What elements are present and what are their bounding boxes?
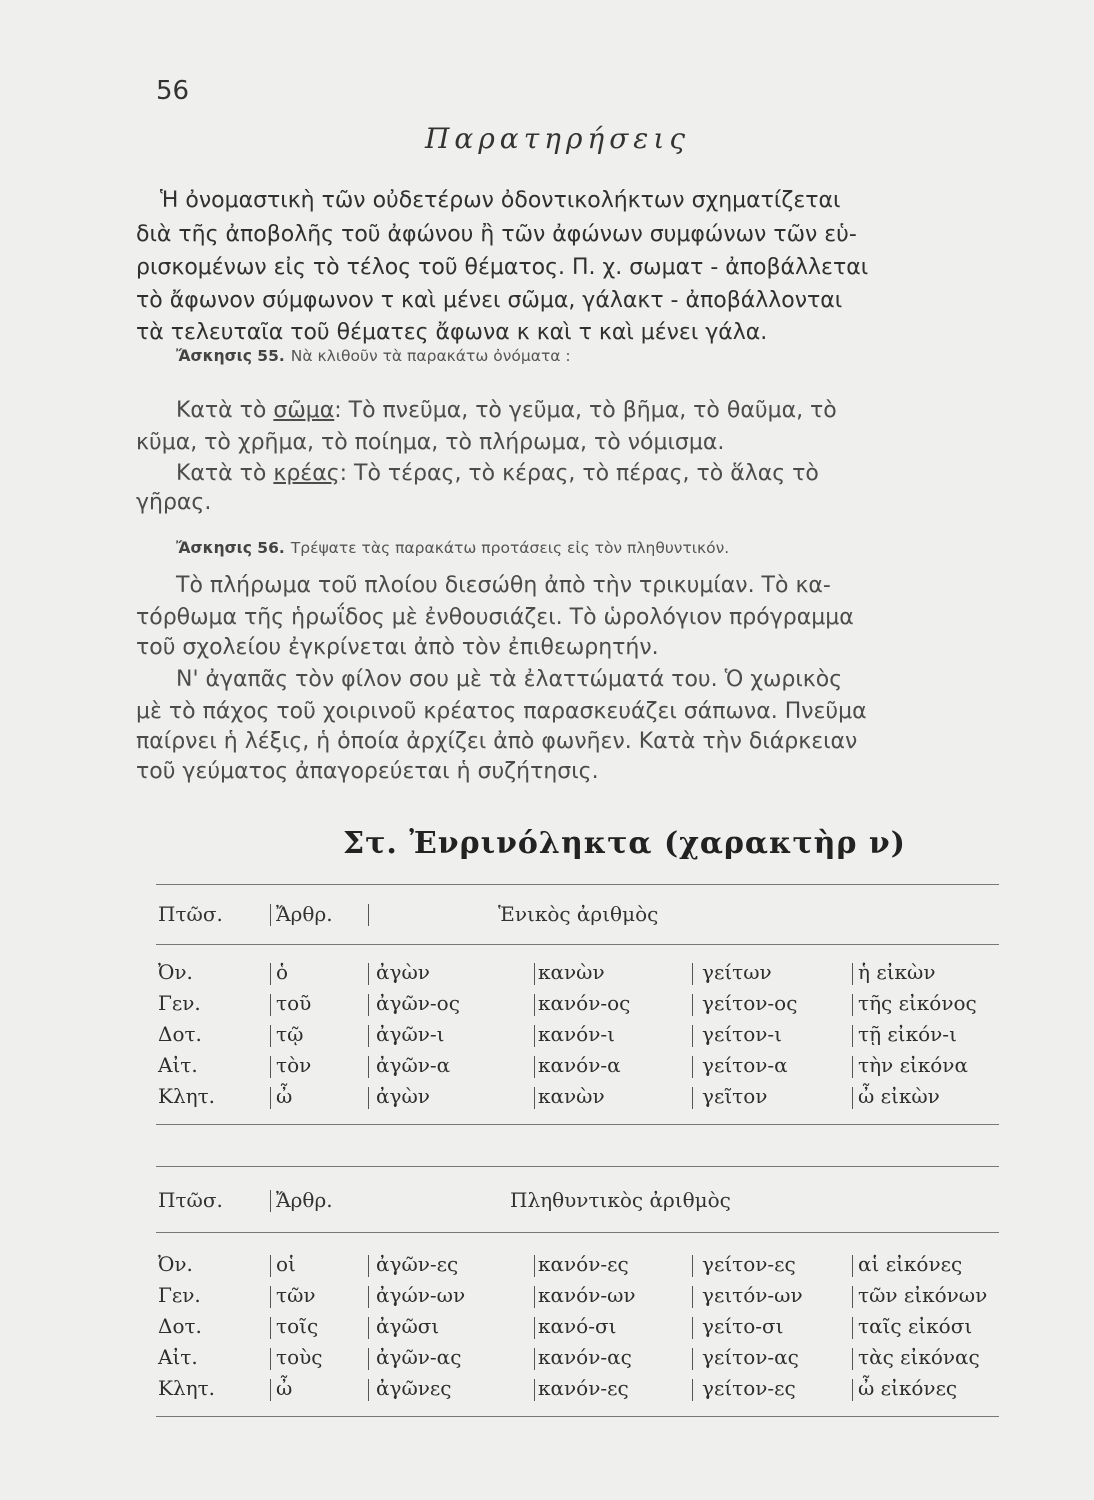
singular-table-cell: ἀγῶν-ος — [376, 991, 460, 1015]
table-rule — [156, 1416, 999, 1417]
exercise-55-line: Κατὰ τὸ κρέας: Τὸ τέρας, τὸ κέρας, τὸ πέρας, τὸ ἅλας τὸ — [176, 461, 819, 486]
singular-table-cell: ἀγῶν-ι — [376, 1022, 445, 1046]
singular-table-cell: κανὼν — [538, 1084, 605, 1108]
column-separator — [852, 1317, 853, 1339]
column-header-number: Πληθυντικὸς ἀριθμὸς — [510, 1188, 731, 1212]
exercise-56-line: παίρνει ἡ λέξις, ἡ ὁποία ἀρχίζει ἀπὸ φωνῆεν. Κατὰ τὴν διάρκειαν — [136, 729, 858, 754]
column-header-article: Ἄρθρ. — [276, 1188, 333, 1212]
plural-table-cell: ἀγῶν-ας — [376, 1345, 462, 1369]
singular-table-cell: κανὼν — [538, 960, 605, 984]
paragraph-line: τὰ τελευταῖα τοῦ θέματες ἄφωνα κ καὶ τ καὶ μένει γάλα. — [136, 320, 768, 345]
exercise-55-instruction: Νὰ κλιθοῦν τὰ παρακάτω ὀνόματα : — [290, 347, 571, 365]
column-separator — [270, 1348, 271, 1370]
column-separator — [852, 1348, 853, 1370]
column-separator — [270, 904, 271, 926]
column-separator — [534, 1025, 535, 1047]
plural-table-cell: κανόν-ων — [538, 1283, 636, 1307]
column-separator — [368, 1056, 369, 1078]
plural-table-cell: ἀγῶνες — [376, 1376, 452, 1400]
singular-table-cell: γείτον-ος — [702, 991, 798, 1015]
column-separator — [368, 994, 369, 1016]
paragraph-line: τὸ ἄφωνον σύμφωνον τ καὶ μένει σῶμα, γάλακτ - ἀποβάλλονται — [136, 288, 843, 313]
column-separator — [852, 1087, 853, 1109]
plural-table-cell: Αἰτ. — [158, 1345, 198, 1369]
plural-table-cell: κανόν-ες — [538, 1376, 629, 1400]
plural-table-cell: ἀγῶσι — [376, 1314, 440, 1338]
plural-table-cell: τοὺς — [276, 1345, 323, 1369]
model-word: σῶμα — [273, 398, 335, 423]
paragraph-line: Ἡ ὀνομαστικὴ τῶν οὐδετέρων ὀδοντικολήκτων σχηματίζεται — [160, 188, 841, 213]
exercise-55-line: Κατὰ τὸ σῶμα: Τὸ πνεῦμα, τὸ γεῦμα, τὸ βῆμα, τὸ θαῦμα, τὸ — [176, 398, 837, 423]
exercise-56-label: Ἄσκησις 56. — [176, 539, 285, 557]
plural-table-cell: ἀγῶν-ες — [376, 1252, 459, 1276]
singular-table-cell: τὴν εἰκόνα — [858, 1053, 968, 1077]
singular-table-cell: κανόν-ι — [538, 1022, 615, 1046]
singular-table-cell: Γεν. — [158, 991, 201, 1015]
plural-table-cell: γείτον-ες — [702, 1376, 796, 1400]
declension-heading: Στ. Ἐνρινόληκτα (χαρακτὴρ ν) — [343, 826, 906, 861]
singular-table-cell: τῷ — [276, 1022, 304, 1046]
plural-table-cell: οἱ — [276, 1252, 296, 1276]
table-rule — [156, 884, 999, 885]
column-separator — [852, 1025, 853, 1047]
plural-table-cell: γείτον-ας — [702, 1345, 799, 1369]
table-rule — [156, 1232, 999, 1233]
column-header-number: Ἑνικὸς ἀριθμὸς — [498, 902, 659, 926]
plural-table-cell: Γεν. — [158, 1283, 201, 1307]
plural-table-cell: κανόν-ας — [538, 1345, 632, 1369]
singular-table-cell: τῆς εἰκόνος — [858, 991, 977, 1015]
column-separator — [368, 1317, 369, 1339]
column-header-case: Πτῶσ. — [158, 902, 223, 926]
column-separator — [852, 963, 853, 985]
plural-table-cell: ταῖς εἰκόσι — [858, 1314, 973, 1338]
singular-table-cell: κανόν-ος — [538, 991, 631, 1015]
singular-table-cell: ὦ — [276, 1084, 293, 1108]
column-separator — [692, 1056, 693, 1078]
column-header-case: Πτῶσ. — [158, 1188, 223, 1212]
singular-table-cell: Δοτ. — [158, 1022, 202, 1046]
plural-table-cell: κανόν-ες — [538, 1252, 629, 1276]
column-separator — [692, 1087, 693, 1109]
column-separator — [534, 1056, 535, 1078]
singular-table-cell: Κλητ. — [158, 1084, 216, 1108]
section-title: Παρατηρήσεις — [425, 122, 690, 155]
singular-table-cell: ὁ — [276, 960, 289, 984]
column-separator — [270, 1025, 271, 1047]
exercise-55-line: κῦμα, τὸ χρῆμα, τὸ ποίημα, τὸ πλήρωμα, τὸ νόμισμα. — [136, 430, 725, 455]
column-separator — [368, 1348, 369, 1370]
exercise-56-line: Ν' ἀγαπᾶς τὸν φίλον σου μὲ τὰ ἐλαττώματά του. Ὁ χωρικὸς — [176, 667, 843, 692]
column-separator — [692, 1255, 693, 1277]
plural-table-cell: ὦ εἰκόνες — [858, 1376, 958, 1400]
table-rule — [156, 1124, 999, 1125]
column-separator — [692, 1025, 693, 1047]
plural-table-cell: τοῖς — [276, 1314, 319, 1338]
singular-table-cell: γείτον-α — [702, 1053, 788, 1077]
singular-table-cell: γείτων — [702, 960, 772, 984]
exercise-56-line: τόρθωμα τῆς ἡρωΐδος μὲ ἐνθουσιάζει. Τὸ ὡρολόγιον πρόγραμμα — [136, 605, 854, 630]
singular-table-cell: Αἰτ. — [158, 1053, 198, 1077]
plural-table-cell: ὦ — [276, 1376, 293, 1400]
exercise-55-line: γῆρας. — [136, 490, 212, 515]
column-separator — [270, 994, 271, 1016]
column-separator — [368, 1379, 369, 1401]
column-separator — [270, 1056, 271, 1078]
plural-table-cell: γείτον-ες — [702, 1252, 796, 1276]
singular-table-cell: ἀγὼν — [376, 960, 430, 984]
singular-table-cell: κανόν-α — [538, 1053, 621, 1077]
column-separator — [368, 904, 369, 926]
singular-table-cell: τῇ εἰκόν-ι — [858, 1022, 957, 1046]
column-separator — [368, 1255, 369, 1277]
column-separator — [534, 994, 535, 1016]
column-separator — [270, 1190, 271, 1212]
column-separator — [534, 1087, 535, 1109]
singular-table-cell: ὦ εἰκὼν — [858, 1084, 940, 1108]
column-separator — [368, 963, 369, 985]
column-separator — [852, 1286, 853, 1308]
column-separator — [534, 1255, 535, 1277]
table-rule — [156, 1166, 999, 1167]
column-separator — [368, 1286, 369, 1308]
column-separator — [692, 1348, 693, 1370]
singular-table-cell: ἀγῶν-α — [376, 1053, 451, 1077]
column-separator — [534, 963, 535, 985]
table-rule — [156, 944, 999, 945]
column-separator — [692, 994, 693, 1016]
column-separator — [270, 1379, 271, 1401]
column-separator — [368, 1025, 369, 1047]
plural-table-cell: τῶν — [276, 1283, 316, 1307]
plural-table-cell: Κλητ. — [158, 1376, 216, 1400]
exercise-56-instruction: Τρέψατε τὰς παρακάτω προτάσεις εἰς τὸν πληθυντικόν. — [290, 539, 730, 557]
exercise-56-header — [176, 539, 729, 557]
column-separator — [852, 1379, 853, 1401]
column-separator — [852, 1056, 853, 1078]
plural-table-cell: κανό-σι — [538, 1314, 617, 1338]
column-separator — [368, 1087, 369, 1109]
plural-table-cell: ἀγών-ων — [376, 1283, 466, 1307]
column-separator — [270, 963, 271, 985]
plural-table-cell: αἱ εἰκόνες — [858, 1252, 963, 1276]
exercise-55-label: Ἄσκησις 55. — [176, 347, 285, 365]
column-separator — [270, 1286, 271, 1308]
column-separator — [270, 1255, 271, 1277]
exercise-56-line: τοῦ γεύματος ἀπαγορεύεται ἡ συζήτησις. — [136, 759, 599, 784]
column-separator — [534, 1317, 535, 1339]
exercise-55-header — [176, 347, 571, 365]
singular-table-cell: Ὀν. — [158, 960, 193, 984]
column-separator — [692, 963, 693, 985]
column-separator — [534, 1379, 535, 1401]
column-separator — [534, 1348, 535, 1370]
singular-table-cell: τὸν — [276, 1053, 312, 1077]
singular-table-cell: τοῦ — [276, 991, 312, 1015]
column-separator — [852, 1255, 853, 1277]
column-separator — [534, 1286, 535, 1308]
singular-table-cell: γείτον-ι — [702, 1022, 783, 1046]
exercise-56-line: τοῦ σχολείου ἐγκρίνεται ἀπὸ τὸν ἐπιθεωρητήν. — [136, 635, 659, 660]
singular-table-cell: ἀγὼν — [376, 1084, 430, 1108]
exercise-56-line: Τὸ πλήρωμα τοῦ πλοίου διεσώθη ἀπὸ τὴν τρικυμίαν. Τὸ κα- — [176, 573, 831, 598]
page-number: 56 — [156, 76, 190, 106]
column-separator — [270, 1087, 271, 1109]
paragraph-line: διὰ τῆς ἀποβολῆς τοῦ ἀφώνου ἢ τῶν ἀφώνων συμφώνων τῶν εὑ- — [136, 222, 857, 247]
column-separator — [692, 1286, 693, 1308]
singular-table-cell: ἡ εἰκὼν — [858, 960, 936, 984]
exercise-56-line: μὲ τὸ πάχος τοῦ χοιρινοῦ κρέατος παρασκευάζει σάπωνα. Πνεῦμα — [136, 699, 867, 724]
column-separator — [270, 1317, 271, 1339]
plural-table-cell: Δοτ. — [158, 1314, 202, 1338]
column-header-article: Ἄρθρ. — [276, 902, 333, 926]
plural-table-cell: γειτόν-ων — [702, 1283, 803, 1307]
column-separator — [692, 1379, 693, 1401]
plural-table-cell: τὰς εἰκόνας — [858, 1345, 980, 1369]
model-word: κρέας — [273, 461, 340, 486]
column-separator — [852, 994, 853, 1016]
singular-table-cell: γεῖτον — [702, 1084, 768, 1108]
plural-table-cell: τῶν εἰκόνων — [858, 1283, 988, 1307]
column-separator — [692, 1317, 693, 1339]
plural-table-cell: γείτο-σι — [702, 1314, 784, 1338]
plural-table-cell: Ὀν. — [158, 1252, 193, 1276]
paragraph-line: ρισκομένων εἰς τὸ τέλος τοῦ θέματος. Π. χ. σωματ - ἀποβάλλεται — [136, 255, 869, 280]
